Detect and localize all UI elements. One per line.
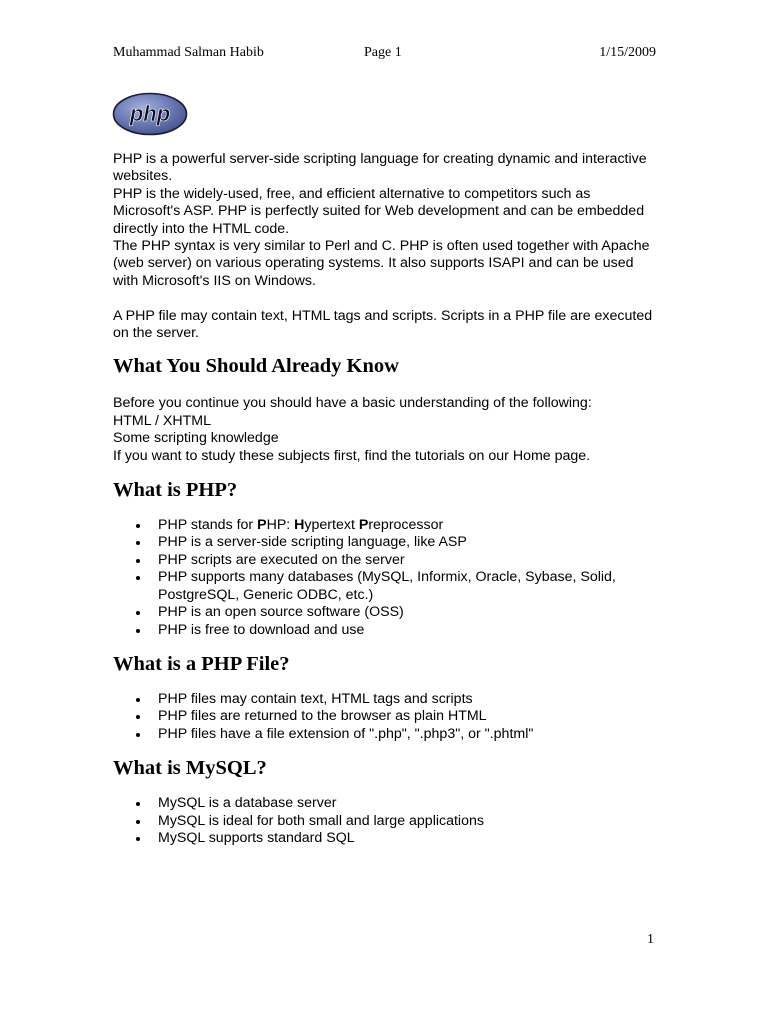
list-item: PHP is a server-side scripting language, like ASP bbox=[158, 534, 658, 551]
intro-paragraph-4: A PHP file may contain text, HTML tags and scripts. Scripts in a PHP file are executed on the server. bbox=[113, 307, 653, 342]
list-item: PHP files are returned to the browser as plain HTML bbox=[158, 708, 658, 725]
list-item: PHP files have a file extension of ".php", ".php3", or ".phtml" bbox=[158, 726, 658, 743]
list-item: PHP is free to download and use bbox=[158, 622, 658, 639]
footer-page-number: 1 bbox=[647, 932, 654, 947]
list-item: PHP is an open source software (OSS) bbox=[158, 604, 658, 621]
php-file-list bbox=[113, 691, 658, 743]
heading-already-know: What You Should Already Know bbox=[113, 355, 399, 378]
heading-mysql: What is MySQL? bbox=[113, 757, 267, 780]
list-item: PHP supports many databases (MySQL, Informix, Oracle, Sybase, Solid, PostgreSQL, Generic ODBC, etc.) bbox=[158, 569, 658, 604]
what-is-php-list bbox=[113, 517, 658, 639]
heading-php-file: What is a PHP File? bbox=[113, 652, 290, 675]
intro-paragraph-2: PHP is the widely-used, free, and efficient alternative to competitors such as Microsoft's ASP. PHP is perfectly suited for Web development and can be embedded directly into the HTML code. bbox=[113, 185, 645, 237]
list-item: MySQL is ideal for both small and large applications bbox=[158, 813, 658, 830]
header-date: 1/15/2009 bbox=[599, 45, 656, 60]
heading-what-is-php: What is PHP? bbox=[113, 479, 238, 502]
list-item: PHP scripts are executed on the server bbox=[158, 552, 658, 569]
intro-paragraph-1: PHP is a powerful server-side scripting language for creating dynamic and interactive websites. bbox=[113, 151, 647, 185]
page-header bbox=[113, 45, 656, 65]
mysql-list bbox=[113, 795, 658, 847]
php-logo-text: php bbox=[129, 101, 171, 126]
list-item: MySQL supports standard SQL bbox=[158, 830, 658, 847]
list-item: MySQL is a database server bbox=[158, 795, 658, 812]
list-item: PHP files may contain text, HTML tags and scripts bbox=[158, 691, 658, 708]
header-page-label: Page 1 bbox=[364, 45, 402, 60]
intro-paragraph-3: The PHP syntax is very similar to Perl and C. PHP is often used together with Apache (web server) on various operating systems. It also supports ISAPI and can be used with Microsoft's IIS on Windows. bbox=[113, 238, 650, 289]
know-line: If you want to study these subjects first, find the tutorials on our Home page. bbox=[113, 447, 591, 464]
know-line: Some scripting knowledge bbox=[113, 430, 279, 447]
list-item: PHP stands for PHP: Hypertext Preprocessor bbox=[158, 517, 658, 534]
document-body bbox=[113, 151, 658, 847]
know-line: HTML / XHTML bbox=[113, 412, 212, 429]
know-line: Before you continue you should have a basic understanding of the following: bbox=[113, 395, 592, 412]
header-author: Muhammad Salman Habib bbox=[113, 45, 264, 60]
php-logo-icon bbox=[112, 92, 188, 136]
